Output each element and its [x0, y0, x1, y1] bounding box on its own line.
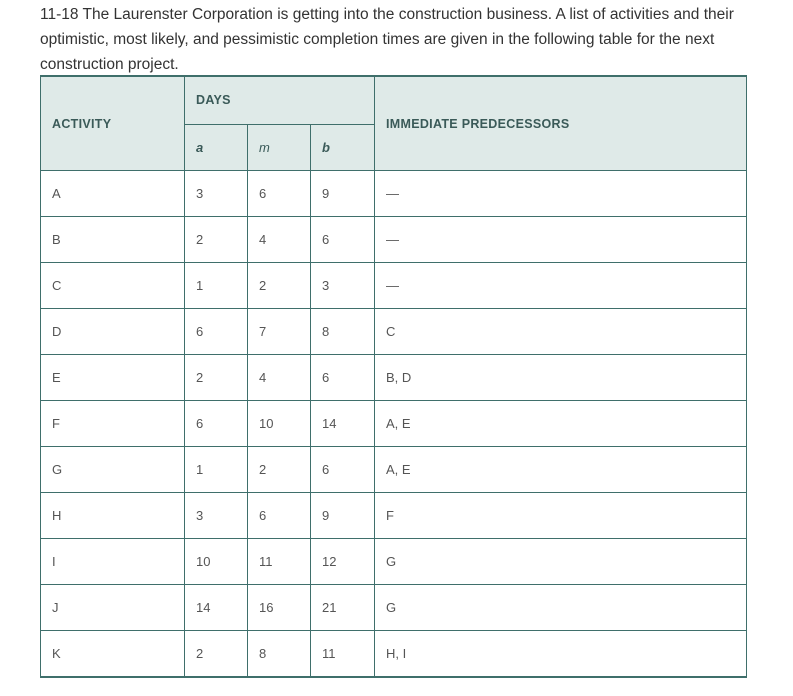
- predecessors-cell: —: [375, 171, 747, 217]
- table-row: [41, 585, 747, 631]
- pessimistic-time-cell: 6: [311, 217, 375, 263]
- pessimistic-time-cell: 6: [311, 355, 375, 401]
- activity-cell: G: [41, 447, 185, 493]
- activity-cell: F: [41, 401, 185, 447]
- most-likely-time-cell: 4: [248, 217, 311, 263]
- table-row: [41, 217, 747, 263]
- most-likely-time-header: m: [248, 124, 311, 171]
- optimistic-time-cell: 6: [185, 309, 248, 355]
- predecessors-cell: —: [375, 263, 747, 309]
- most-likely-time-cell: 8: [248, 631, 311, 678]
- table-row: [41, 539, 747, 585]
- activity-cell: B: [41, 217, 185, 263]
- most-likely-time-cell: 6: [248, 171, 311, 217]
- most-likely-time-cell: 10: [248, 401, 311, 447]
- activity-cell: A: [41, 171, 185, 217]
- pessimistic-time-cell: 11: [311, 631, 375, 678]
- optimistic-time-cell: 1: [185, 263, 248, 309]
- most-likely-time-cell: 11: [248, 539, 311, 585]
- predecessors-cell: A, E: [375, 401, 747, 447]
- problem-statement: 11-18 The Laurenster Corporation is getting into the construction business. A list of activities and their optimistic, most likely, and pessimistic completion times are given in the following table for the next construction project.: [40, 6, 734, 73]
- table-row: [41, 171, 747, 217]
- predecessors-cell: —: [375, 217, 747, 263]
- predecessors-cell: A, E: [375, 447, 747, 493]
- predecessors-cell: G: [375, 585, 747, 631]
- table-row: [41, 631, 747, 678]
- optimistic-time-cell: 2: [185, 631, 248, 678]
- table-row: [41, 355, 747, 401]
- pessimistic-time-cell: 8: [311, 309, 375, 355]
- table-body: [41, 171, 747, 678]
- optimistic-time-cell: 1: [185, 447, 248, 493]
- table-row: [41, 447, 747, 493]
- pessimistic-time-cell: 6: [311, 447, 375, 493]
- pessimistic-time-cell: 3: [311, 263, 375, 309]
- optimistic-time-cell: 3: [185, 171, 248, 217]
- pessimistic-time-cell: 9: [311, 493, 375, 539]
- days-column-header: DAYS: [185, 76, 375, 124]
- predecessors-cell: H, I: [375, 631, 747, 678]
- most-likely-time-cell: 2: [248, 447, 311, 493]
- predecessors-cell: F: [375, 493, 747, 539]
- optimistic-time-cell: 2: [185, 355, 248, 401]
- optimistic-time-cell: 14: [185, 585, 248, 631]
- activity-cell: C: [41, 263, 185, 309]
- activity-cell: I: [41, 539, 185, 585]
- pessimistic-time-cell: 14: [311, 401, 375, 447]
- activity-cell: D: [41, 309, 185, 355]
- table-row: [41, 493, 747, 539]
- optimistic-time-cell: 2: [185, 217, 248, 263]
- most-likely-time-cell: 7: [248, 309, 311, 355]
- activity-cell: E: [41, 355, 185, 401]
- activity-column-header: ACTIVITY: [41, 76, 185, 171]
- most-likely-time-cell: 4: [248, 355, 311, 401]
- table-row: [41, 263, 747, 309]
- predecessors-cell: G: [375, 539, 747, 585]
- table-row: [41, 309, 747, 355]
- activity-table: [40, 75, 747, 678]
- optimistic-time-cell: 3: [185, 493, 248, 539]
- optimistic-time-cell: 6: [185, 401, 248, 447]
- predecessors-column-header: IMMEDIATE PREDECESSORS: [375, 76, 747, 171]
- activity-cell: K: [41, 631, 185, 678]
- predecessors-cell: B, D: [375, 355, 747, 401]
- optimistic-time-header: a: [185, 124, 248, 171]
- predecessors-cell: C: [375, 309, 747, 355]
- activity-cell: H: [41, 493, 185, 539]
- optimistic-time-cell: 10: [185, 539, 248, 585]
- most-likely-time-cell: 6: [248, 493, 311, 539]
- activity-cell: J: [41, 585, 185, 631]
- pessimistic-time-cell: 21: [311, 585, 375, 631]
- most-likely-time-cell: 16: [248, 585, 311, 631]
- most-likely-time-cell: 2: [248, 263, 311, 309]
- pessimistic-time-cell: 12: [311, 539, 375, 585]
- pessimistic-time-cell: 9: [311, 171, 375, 217]
- table-row: [41, 401, 747, 447]
- pessimistic-time-header: b: [311, 124, 375, 171]
